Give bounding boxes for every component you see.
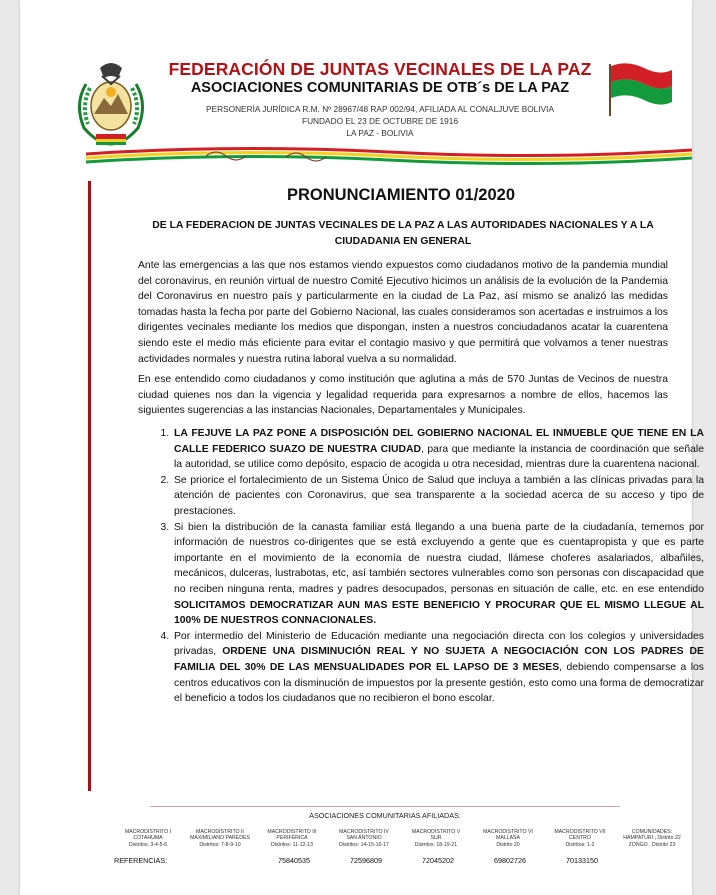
intro-paragraph: Ante las emergencias a las que nos estamos viendo expuestos como ciudadanos motivo de la pandemia mundial del coronavirus, en reunión virtual de nuestro Comité Ejecutivo hicimos un análisis de la evolución de la Pandemia del Coronavirus en nuestro país y particularmente en la ciudad de La Paz, así mismo se analizó las medidas tomadas hasta la fecha por parte del Gobierno Nacional, las cuales consideramos son acertadas e instruimos a los dirigentes vecinales mediante los medios que dispongan, insten a nuestros conciudadanos acatar la cuarentena siendo este el medio más eficiente para evitar el contagio masivo y que permitirá que volvamos a tener nuestras actividades normales y nuestra rutina laboral vuelva a su normalidad. bbox=[138, 260, 668, 365]
district-name: MACRODISTRITO VII bbox=[554, 829, 606, 835]
footer-title: ASOCIACIONES COMUNITARIAS AFILIADAS: bbox=[309, 811, 461, 820]
district-numbers: Distritos: 1-2 bbox=[565, 841, 595, 848]
reference-phone: 70133150 bbox=[566, 856, 598, 865]
item3-text: Si bien la distribución de la canasta familiar está llegando a una buena parte de la ciudadanía, tememos por información de nuestros co-dirigentes que se está excluyendo a gente que es cuentapropista y que es parte importante en el movimiento de la economía de nuestra ciudad, llámese choferes asalariados, albañiles, mecánicos, dulceras, lustrabotas, etc, así también sectores vulnerables como son personas con discapacidad que no reciben ninguna renta, madres y padres desocupados, personas en situación de calle, etc. en ese entendido bbox=[174, 521, 704, 595]
district-name: MACRODISTRITO II bbox=[196, 829, 244, 835]
district-area: MALLASA bbox=[496, 835, 520, 842]
item1-text: , para que mediante la instancia de coordinación que señale la autoridad, se utilice como depósito, espacio de acogida u otra necesidad, mientras dure la cuarentena nacional. bbox=[174, 443, 704, 471]
district-name: MACRODISTRITO IV bbox=[339, 829, 389, 835]
item1-bold-text: LA FEJUVE LA PAZ PONE A DISPOSICIÓN DEL GOBIERNO NACIONAL EL INMUEBLE QUE TIENE EN LA CALLE FEDERICO SUAZO DE NUESTRA CIUDAD bbox=[174, 428, 704, 455]
reference-phone: 72596809 bbox=[350, 856, 382, 865]
district-name: MACRODISTRITO VI bbox=[483, 829, 533, 835]
district-entry bbox=[328, 829, 400, 848]
district-entry bbox=[112, 829, 184, 848]
reference-phones bbox=[112, 856, 692, 865]
document-page bbox=[20, 0, 704, 895]
district-name: COMUNIDADES: bbox=[631, 829, 673, 835]
district-name: MACRODISTRITO V bbox=[411, 829, 461, 835]
suggestions-list bbox=[134, 426, 704, 707]
federation-title: FEDERACIÓN DE JUNTAS VECINALES DE LA PAZ bbox=[168, 59, 592, 79]
district-entry bbox=[400, 829, 472, 848]
district-area: PERIFÉRICA bbox=[276, 835, 308, 842]
district-entry bbox=[616, 829, 688, 848]
list-item bbox=[172, 629, 704, 707]
list-item bbox=[172, 473, 704, 520]
item3-bold-text: SOLICITAMOS DEMOCRATIZAR AUN MAS ESTE BENEFICIO Y PROCURAR QUE EL MISMO LLEGUE AL 100% DE NUESTROS CONNACIONALES. bbox=[174, 599, 704, 627]
location: LA PAZ - BOLIVIA bbox=[346, 128, 414, 138]
city-flag-icon bbox=[604, 60, 674, 116]
item4-rest-text: , debiendo compensarse a los centros educativos con la disminución de impuestos por la presente gestión, esto como una forma de democratizar el beneficio a todos los ciudadanos que no recibieron el bono escolar. bbox=[174, 661, 704, 705]
district-entry bbox=[256, 829, 328, 848]
list-item bbox=[172, 520, 704, 629]
item4-bold-text: ORDENE UNA DISMINUCIÓN REAL Y NO SUJETA A NEGOCIACIÓN CON LOS PADRES DE FAMILIA DEL 30% DE LAS MENSUALIDADES POR EL LAPSO DE 3 MESES bbox=[174, 646, 704, 673]
district-numbers: Distritos: 7-8-9-10 bbox=[199, 841, 241, 848]
district-numbers: Distrito 20 bbox=[496, 841, 520, 848]
header-ribbon bbox=[86, 146, 692, 166]
legal-registration: PERSONERÍA JURÍDICA R.M. Nº 28967/48 RAP 002/94, AFILIADA AL CONALJUVE BOLIVIA bbox=[206, 104, 554, 114]
reference-phone: 72045202 bbox=[422, 856, 454, 865]
district-numbers: ZONGO , Distrito 23 bbox=[628, 841, 676, 848]
district-entry bbox=[184, 829, 256, 848]
federation-subtitle: ASOCIACIONES COMUNITARIAS DE OTB´s DE LA PAZ bbox=[190, 80, 570, 96]
district-numbers: Distritos: 11-12-13 bbox=[271, 841, 313, 848]
reference-phone: 75840535 bbox=[278, 856, 310, 865]
item4-text: Por intermedio del Ministerio de Educación mediante una negociación directa con los colegios y universidades privadas, bbox=[174, 630, 704, 658]
district-entry bbox=[472, 829, 544, 848]
district-area: SUR bbox=[430, 835, 442, 842]
list-item bbox=[172, 426, 704, 473]
reference-phone: 69802726 bbox=[494, 856, 526, 865]
district-area: HAMPATURI , Distrito 22 bbox=[623, 835, 681, 842]
pronouncement-title: PRONUNCIAMIENTO 01/2020 bbox=[286, 186, 515, 204]
footer-divider bbox=[150, 806, 620, 807]
district-area: CENTRO bbox=[569, 835, 591, 842]
district-area: SAN ANTONIO bbox=[346, 835, 382, 842]
district-list bbox=[112, 829, 692, 848]
pronouncement-subtitle: DE LA FEDERACION DE JUNTAS VECINALES DE LA PAZ A LAS AUTORIDADES NACIONALES Y A LA CIUDADANIA EN GENERAL bbox=[152, 220, 654, 247]
district-name: MACRODISTRITO III bbox=[267, 829, 317, 835]
coat-of-arms-seal bbox=[72, 54, 150, 146]
district-name: MACRODISTRITO I bbox=[124, 829, 172, 835]
district-numbers: Distritos: 3-4-5-6 bbox=[128, 841, 168, 848]
district-numbers: Distritos: 18-19-21 bbox=[414, 841, 458, 848]
district-entry bbox=[544, 829, 616, 848]
context-paragraph: En ese entendido como ciudadanos y como institución que aglutina a más de 570 Juntas de Vecinos de nuestra ciudad quienes nos dan la vigencia y legalidad requerida para expresarnos a nombre de ellos, hacemos las siguientes sugerencias a las instancias Nacionales, Departamentales y Municipales. bbox=[138, 374, 668, 417]
district-area: MAXIMILIANO PAREDES bbox=[190, 835, 250, 842]
founding-date: FUNDADO EL 23 DE OCTUBRE DE 1916 bbox=[302, 116, 458, 126]
references-label: REFERENCIAS: bbox=[114, 856, 168, 865]
district-numbers: Distritos: 14-15-16-17 bbox=[339, 841, 389, 848]
left-margin-bar bbox=[88, 181, 91, 791]
district-area: COTAHUMA bbox=[133, 835, 163, 842]
item2-text: Se priorice el fortalecimiento de un Sistema Único de Salud que incluya a también a las clínicas privadas para la atención de pacientes con Coronavirus, que sea transparente a la sociedad acerca de su acceso y tipo de prestaciones. bbox=[174, 474, 704, 517]
